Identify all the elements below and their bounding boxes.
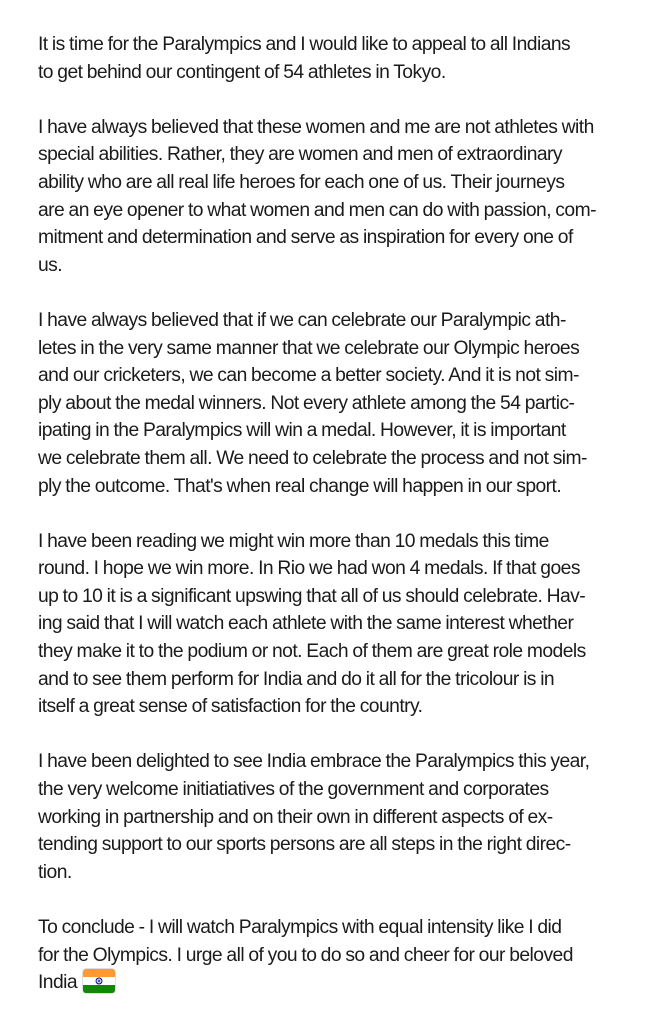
text-line: for the Olympics. I urge all of you to do so and cheer for our beloved xyxy=(38,944,573,966)
text-line: the very welcome initiatiatives of the government and corporates xyxy=(38,779,549,801)
text-line: I have always believed that these women and me are not athletes with xyxy=(38,116,594,138)
paragraph-celebrate xyxy=(38,307,616,500)
text-line: I have been delighted to see India embrace the Paralympics this year, xyxy=(38,751,590,773)
text-line: to get behind our contingent of 54 athletes in Tokyo. xyxy=(38,61,446,83)
paragraph-conclusion xyxy=(38,914,616,997)
text-line: letes in the very same manner that we celebrate our Olympic heroes xyxy=(38,337,580,359)
text-line: are an eye opener to what women and men can do with passion, com- xyxy=(38,199,596,221)
text-line: ability who are all real life heroes for each one of us. Their journeys xyxy=(38,171,565,193)
paragraph-support xyxy=(38,748,616,886)
india-flag-icon xyxy=(83,969,115,993)
text-line: mitment and determination and serve as inspiration for every one of xyxy=(38,227,573,249)
text-line: tending support to our sports persons are all steps in the right direc- xyxy=(38,834,571,856)
text-line: ply the outcome. That's when real change will happen in our sport. xyxy=(38,475,562,497)
text-line: up to 10 it is a significant upswing that all of us should celebrate. Hav- xyxy=(38,585,586,607)
text-line: It is time for the Paralympics and I would like to appeal to all Indians xyxy=(38,34,571,55)
text-india: India xyxy=(38,972,78,994)
paragraph-abilities xyxy=(38,114,616,280)
text-line: they make it to the podium or not. Each of them are great role models xyxy=(38,641,586,663)
text-line: ipating in the Paralympics will win a medal. However, it is important xyxy=(38,420,566,442)
text-line: To conclude - I will watch Paralympics with equal intensity like I did xyxy=(38,917,562,938)
text-line: itself a great sense of satisfaction for the country. xyxy=(38,696,423,718)
text-line: I have been reading we might win more than 10 medals this time xyxy=(38,530,549,552)
paragraph-appeal xyxy=(38,31,616,86)
text-line: tion. xyxy=(38,861,72,883)
text-line: round. I hope we win more. In Rio we had won 4 medals. If that goes xyxy=(38,558,580,580)
text-line: ing said that I will watch each athlete with the same interest whether xyxy=(38,613,574,635)
text-line: and our cricketers, we can become a better society. And it is not sim- xyxy=(38,365,579,387)
text-line: working in partnership and on their own in different aspects of ex- xyxy=(38,806,553,828)
text-line: we celebrate them all. We need to celebrate the process and not sim- xyxy=(38,447,587,469)
paragraph-medals xyxy=(38,528,616,721)
text-line: I have always believed that if we can celebrate our Paralympic ath- xyxy=(38,309,566,331)
text-line: and to see them perform for India and do it all for the tricolour is in xyxy=(38,668,555,690)
text-line: us. xyxy=(38,254,63,276)
text-line: ply about the medal winners. Not every athlete among the 54 partic- xyxy=(38,392,575,414)
text-line-final xyxy=(38,969,616,997)
text-line: special abilities. Rather, they are women and men of extraordinary xyxy=(38,144,563,166)
